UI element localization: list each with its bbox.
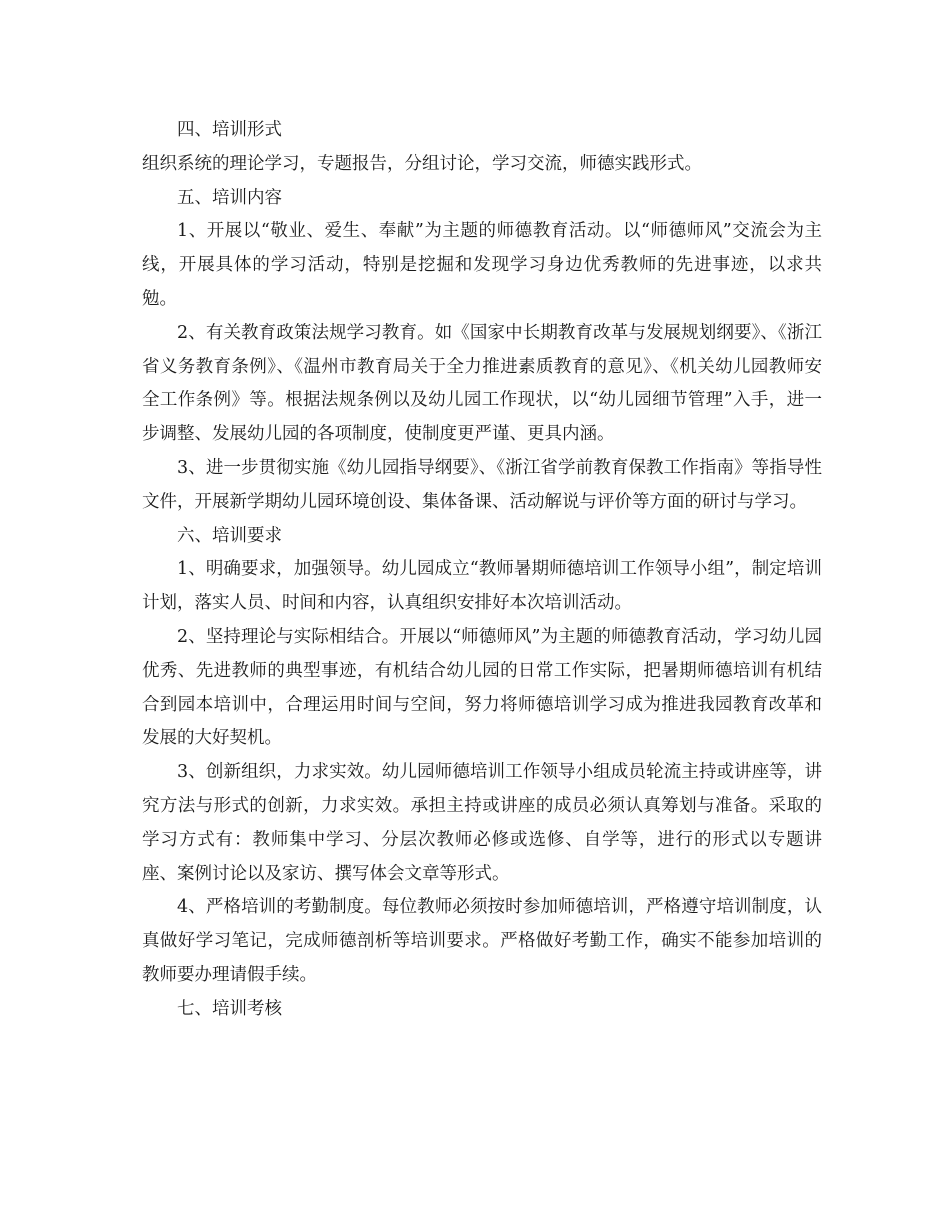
section-heading-6: 六、培训要求 [177, 525, 282, 546]
paragraph-training-form: 组织系统的理论学习，专题报告，分组讨论，学习交流，师德实践形式。 [142, 153, 702, 174]
paragraph-requirement-3: 3、创新组织，力求实效。幼儿园师德培训工作领导小组成员轮流主持或讲座等，讲究方法与形式的创新，力求实效。承担主持或讲座的成员必须认真筹划与准备。采取的学习方式有：教师集中学习、分层次教师必修或选修、自学等，进行的形式以专题讲座、案例讨论以及家访、撰写体会文章等形式。 [142, 762, 822, 884]
section-heading-4: 四、培训形式 [177, 120, 282, 140]
paragraph-content-2: 2、有关教育政策法规学习教育。如《国家中长期教育改革与发展规划纲要》、《浙江省义务教育条例》、《温州市教育局关于全力推进素质教育的意见》、《机关幼儿园教师安全工作条例》等。根据法规条例以及幼儿园工作现状，以“幼儿园细节管理”入手，进一步调整、发展幼儿园的各项制度，使制度更严谨、更具内涵。 [142, 322, 822, 445]
paragraph-content-1: 1、开展以“敬业、爱生、奉献”为主题的师德教育活动。以“师德师风”交流会为主线，开展具体的学习活动，特别是挖掘和发现学习身边优秀教师的先进事迹，以求共勉。 [142, 221, 822, 309]
section-heading-5: 五、培训内容 [177, 187, 282, 208]
paragraph-content-3: 3、进一步贯彻实施《幼儿园指导纲要》、《浙江省学前教育保教工作指南》等指导性文件，开展新学期幼儿园环境创设、集体备课、活动解说与评价等方面的研讨与学习。 [142, 457, 822, 512]
paragraph-requirement-1: 1、明确要求，加强领导。幼儿园成立“教师暑期师德培训工作领导小组”，制定培训计划，落实人员、时间和内容，认真组织安排好本次培训活动。 [142, 559, 822, 614]
document-body [142, 114, 822, 1027]
paragraph-requirement-2: 2、坚持理论与实际相结合。开展以“师德师风”为主题的师德教育活动，学习幼儿园优秀、先进教师的典型事迹，有机结合幼儿园的日常工作实际，把暑期师德培训有机结合到园本培训中，合理运用时间与空间，努力将师德培训学习成为推进我园教育改革和发展的大好契机。 [142, 626, 822, 749]
paragraph-requirement-4: 4、严格培训的考勤制度。每位教师必须按时参加师德培训，严格遵守培训制度，认真做好学习笔记，完成师德剖析等培训要求。严格做好考勤工作，确实不能参加培训的教师要办理请假手续。 [142, 897, 822, 985]
section-heading-7: 七、培训考核 [177, 998, 282, 1019]
